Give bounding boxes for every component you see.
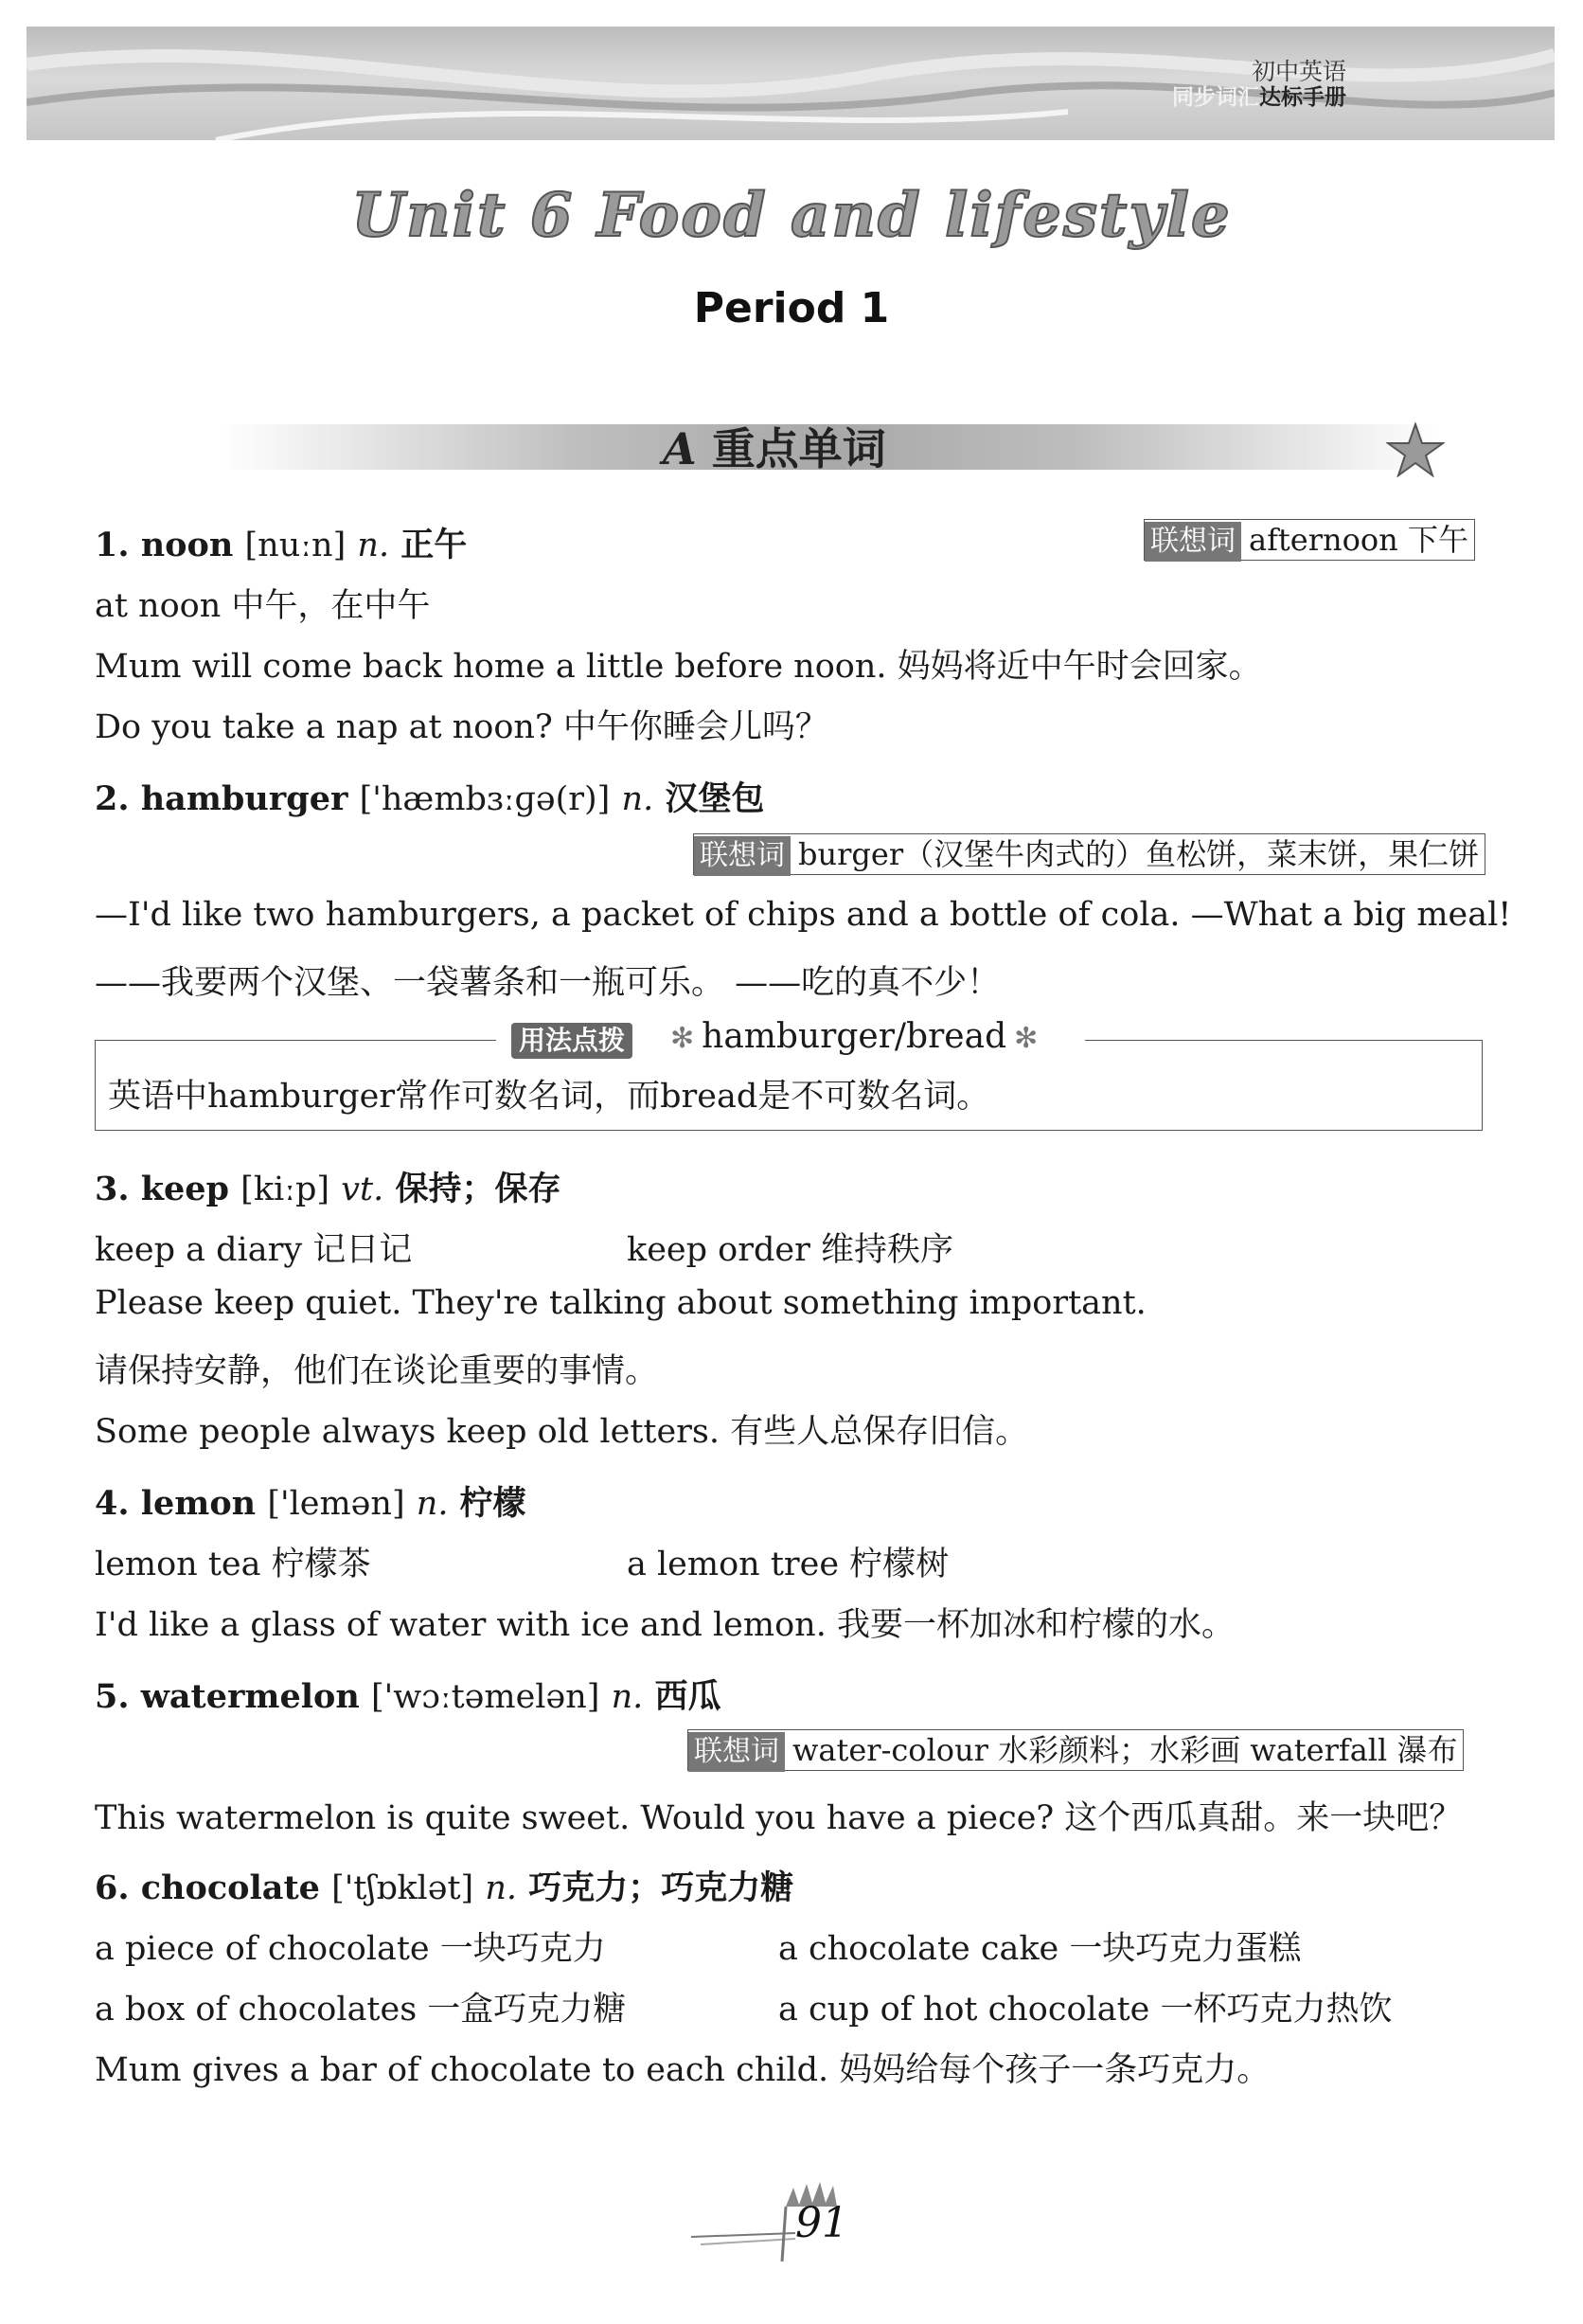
entry-hamburger-head [95, 773, 764, 820]
unit-title: Unit 6 Food and lifestyle [351, 180, 1232, 251]
phrase-right: a lemon tree 柠檬树 [627, 1546, 950, 1583]
page-number: 91 [795, 2199, 848, 2247]
book-series-title: 初中英语 [1251, 58, 1346, 85]
assoc-tag: 联想词 [1145, 522, 1241, 562]
example-line: —I'd like two hamburgers, a packet of chips and a bottle of cola. —What a big meal! [95, 896, 1512, 934]
entry-pos: n. [621, 780, 654, 818]
example-line: at noon 中午，在中午 [95, 587, 431, 625]
section-letter: A [663, 423, 697, 474]
entry-meaning: 柠檬 [459, 1484, 526, 1523]
entry-phonetic: ['hæmbɜːɡə(r)] [359, 780, 611, 818]
assoc-tag: 联想词 [694, 836, 791, 876]
section-title: 重点单词 [711, 423, 886, 474]
entry-word: 2. hamburger [95, 779, 348, 818]
usage-text: 英语中hamburger常作可数名词，而bread是不可数名词。 [108, 1078, 990, 1116]
period-title: Period 1 [693, 284, 890, 332]
example-line: I'd like a glass of water with ice and lemon. 我要一杯加冰和柠檬的水。 [95, 1606, 1235, 1644]
star-icon [1386, 422, 1445, 477]
phrase-right: a cup of hot chocolate 一杯巧克力热饮 [778, 1991, 1393, 2029]
assoc-tag: 联想词 [688, 1732, 785, 1772]
entry-phonetic: ['tʃɒklət] [331, 1869, 474, 1907]
example-line: Mum gives a bar of chocolate to each child. 妈妈给每个孩子一条巧克力。 [95, 2051, 1271, 2089]
entry-phonetic: [kiːp] [240, 1171, 330, 1208]
entry-meaning: 巧克力；巧克力糖 [528, 1868, 794, 1907]
section-heading [663, 415, 886, 477]
entry-noon-head [95, 519, 467, 566]
book-series-subtitle [1172, 80, 1346, 111]
entry-phonetic: [nuːn] [244, 527, 347, 564]
entry-pos: n. [416, 1485, 449, 1523]
entry-word: 6. chocolate [95, 1868, 320, 1907]
phrase-left: a box of chocolates 一盒巧克力糖 [95, 1991, 627, 2029]
entry-watermelon-head [95, 1671, 720, 1718]
phrase-left: keep a diary 记日记 [95, 1231, 413, 1269]
phrase-right: keep order 维持秩序 [627, 1231, 953, 1269]
example-line: Do you take a nap at noon? 中午你睡会儿吗？ [95, 708, 828, 746]
phrase-left: lemon tea 柠檬茶 [95, 1546, 371, 1583]
entry-pos: vt. [341, 1171, 384, 1208]
entry-phonetic: ['wɔːtəmelən] [370, 1678, 600, 1716]
entry-keep-head [95, 1163, 560, 1210]
entry-meaning: 汉堡包 [665, 779, 765, 818]
entry-word: 3. keep [95, 1170, 229, 1208]
phrase-left: a piece of chocolate 一块巧克力 [95, 1930, 606, 1968]
assoc-text: water-colour 水彩颜料；水彩画 waterfall 瀑布 [792, 1732, 1458, 1768]
usage-tag: 用法点拨 [511, 1023, 632, 1059]
example-line: Some people always keep old letters. 有些人总保存旧信。 [95, 1413, 1029, 1451]
entry-pos: n. [485, 1869, 518, 1907]
entry-meaning: 西瓜 [654, 1677, 721, 1716]
entry-pos: n. [357, 527, 390, 564]
entry-pos: n. [611, 1678, 644, 1716]
book-subtitle-rest: 达标手册 [1259, 85, 1346, 110]
entry-meaning: 保持；保存 [395, 1170, 561, 1208]
assoc-box-watermelon [687, 1729, 1464, 1771]
assoc-text: burger（汉堡牛肉式的）鱼松饼，菜末饼，果仁饼 [798, 836, 1480, 872]
entry-word: 1. noon [95, 526, 234, 564]
usage-title-text: hamburger/bread [702, 1017, 1007, 1056]
entry-chocolate-head [95, 1862, 793, 1909]
assoc-text: afternoon 下午 [1249, 522, 1468, 558]
phrase-right: a chocolate cake 一块巧克力蛋糕 [778, 1930, 1302, 1968]
snowflake-icon: ✻ [670, 1022, 695, 1055]
assoc-box-noon [1144, 519, 1475, 561]
book-subtitle-highlight: 同步词汇 [1172, 85, 1259, 110]
entry-word: 5. watermelon [95, 1677, 360, 1716]
entry-word: 4. lemon [95, 1484, 257, 1523]
assoc-box-hamburger [693, 833, 1485, 875]
example-line: Please keep quiet. They're talking about something important. [95, 1284, 1147, 1322]
entry-meaning: 正午 [400, 526, 468, 564]
entry-lemon-head [95, 1477, 526, 1525]
example-line: ——我要两个汉堡、一袋薯条和一瓶可乐。 ——吃的真不少！ [95, 964, 1001, 1002]
snowflake-icon: ✻ [1014, 1022, 1039, 1055]
entry-phonetic: ['lemən] [267, 1485, 405, 1523]
example-line: This watermelon is quite sweet. Would you have a piece? 这个西瓜真甜。来一块吧？ [95, 1799, 1463, 1837]
usage-title [663, 1017, 1045, 1056]
example-line: 请保持安静，他们在谈论重要的事情。 [95, 1352, 659, 1390]
example-line: Mum will come back home a little before noon. 妈妈将近中午时会回家。 [95, 648, 1262, 686]
